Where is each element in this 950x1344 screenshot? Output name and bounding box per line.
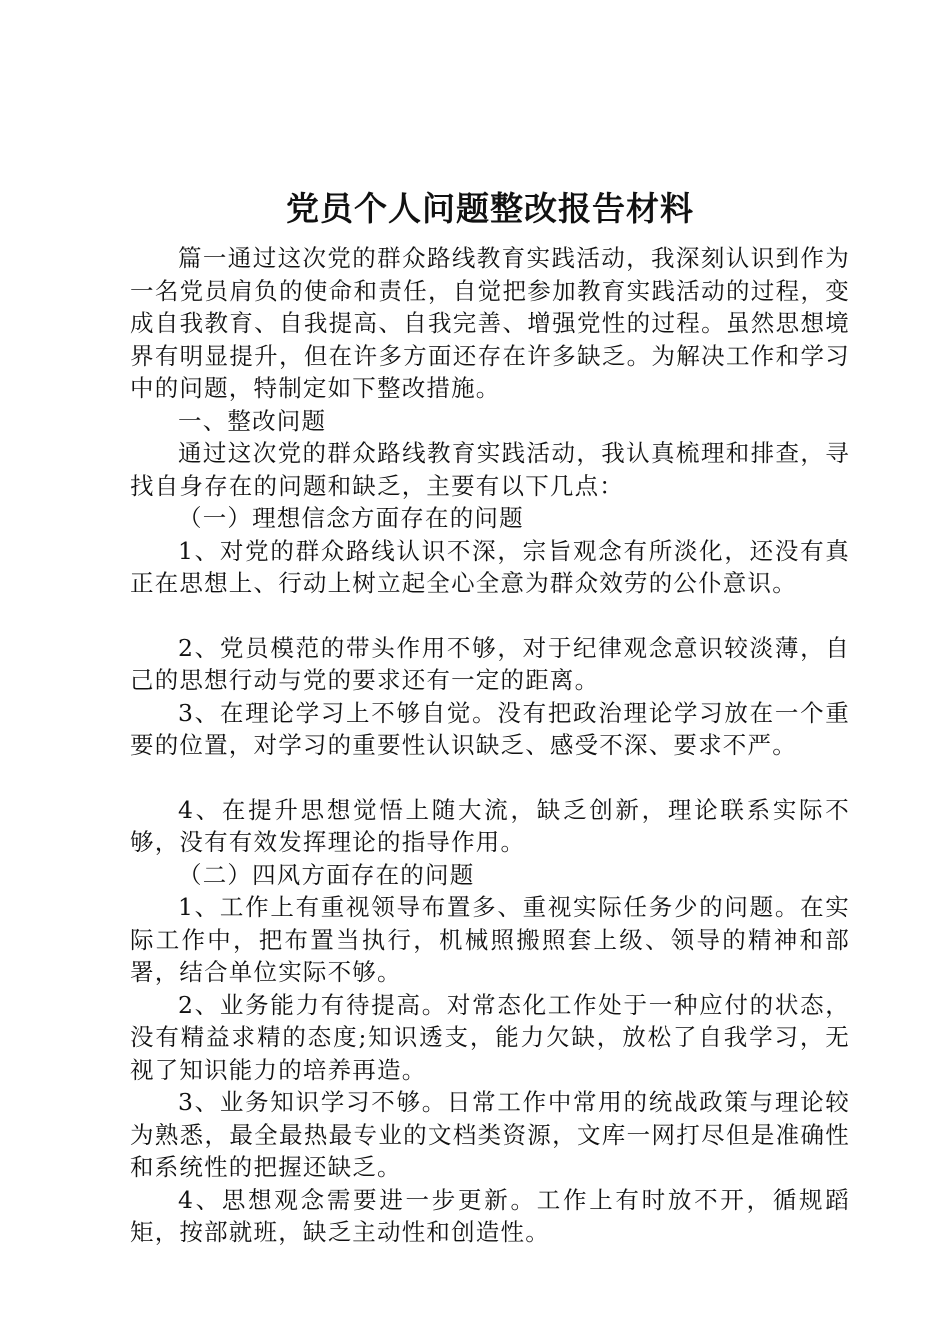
- paragraph-overview: 通过这次党的群众路线教育实践活动，我认真梳理和排查，寻找自身存在的问题和缺乏，主要有以下几点：: [130, 439, 850, 500]
- section-heading-rectification-issues: 一、整改问题: [178, 406, 327, 435]
- list-item-ideals-1: 1、对党的群众路线认识不深，宗旨观念有所淡化，还没有真正在思想上、行动上树立起全心全意为群众效劳的公仆意识。: [130, 536, 850, 597]
- list-item-ideals-2: 2、党员模范的带头作用不够，对于纪律观念意识较淡薄，自己的思想行动与党的要求还有一定的距离。: [130, 633, 850, 694]
- list-item-ideals-3: 3、在理论学习上不够自觉。没有把政治理论学习放在一个重要的位置，对学习的重要性认识缺乏、感受不深、要求不严。: [130, 698, 850, 759]
- subsection-heading-ideals: （一）理想信念方面存在的问题: [178, 504, 524, 532]
- document-title: 党员个人问题整改报告材料: [286, 189, 694, 228]
- list-item-styles-4: 4、思想观念需要进一步更新。工作上有时放不开，循规蹈矩，按部就班，缺乏主动性和创造性。: [130, 1185, 850, 1246]
- list-item-styles-1: 1、工作上有重视领导布置多、重视实际任务少的问题。在实际工作中，把布置当执行，机械照搬照套上级、领导的精神和部署，结合单位实际不够。: [130, 893, 850, 986]
- subsection-heading-four-styles: （二）四风方面存在的问题: [178, 860, 475, 889]
- spacer: [130, 762, 850, 794]
- paragraph-intro: 篇一通过这次党的群众路线教育实践活动，我深刻认识到作为一名党员肩负的使命和责任，自觉把参加教育实践活动的过程，变成自我教育、自我提高、自我完善、增强党性的过程。虽然思想境界有明显提升，但在许多方面还存在许多缺乏。为解决工作和学习中的问题，特制定如下整改措施。: [130, 244, 850, 402]
- document-page: [130, 186, 850, 1249]
- list-item-styles-2: 2、业务能力有待提高。对常态化工作处于一种应付的状态，没有精益求精的态度;知识透支，能力欠缺，放松了自我学习，无视了知识能力的培养再造。: [130, 990, 850, 1084]
- spacer: [130, 600, 850, 632]
- list-item-styles-3: 3、业务知识学习不够。日常工作中常用的统战政策与理论较为熟悉，最全最热最专业的文档类资源，文库一网打尽但是准确性和系统性的把握还缺乏。: [130, 1088, 850, 1181]
- list-item-ideals-4: 4、在提升思想觉悟上随大流，缺乏创新，理论联系实际不够，没有有效发挥理论的指导作用。: [130, 795, 850, 856]
